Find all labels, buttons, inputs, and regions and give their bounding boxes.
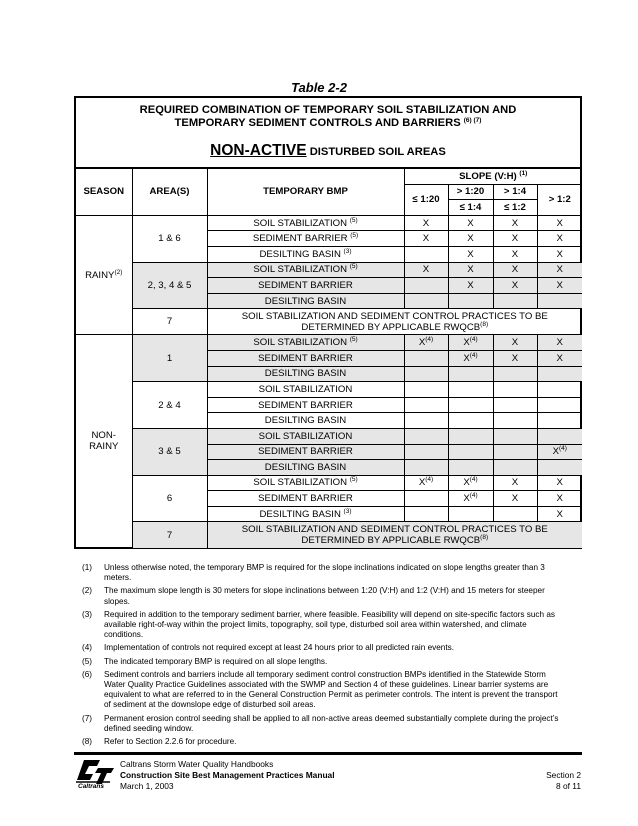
footnote: (4) Implementation of controls not required except at least 24 hours prior to all predicted rain events.	[82, 643, 454, 653]
slope-col-3b: ≤ 1:2	[493, 200, 537, 216]
table-cell	[404, 428, 448, 444]
table-cell: X	[493, 350, 537, 366]
table-cell	[537, 460, 582, 476]
table-cell	[493, 460, 537, 476]
bmp-cell: SOIL STABILIZATION $^{(5)}$	[207, 262, 404, 278]
table-cell	[448, 293, 493, 309]
bmp-table	[74, 96, 582, 549]
table-cell	[493, 444, 537, 460]
table-cell	[493, 293, 537, 309]
table-cell	[404, 382, 448, 398]
table-cell	[404, 293, 448, 309]
table-cell	[448, 413, 493, 429]
table-cell: $X^{(4)}$	[448, 491, 493, 507]
table-cell	[448, 506, 493, 522]
bmp-cell: DESILTING BASIN $^{(3)}$	[207, 506, 404, 522]
table-cell	[448, 460, 493, 476]
table-caption: Table 2-2	[291, 80, 347, 95]
table-cell	[448, 428, 493, 444]
bmp-cell: SEDIMENT BARRIER $^{(5)}$	[207, 231, 404, 247]
table-cell	[537, 413, 582, 429]
table-cell: X	[404, 215, 448, 231]
table-cell	[537, 382, 582, 398]
footnote: (3) Required in addition to the temporary sediment barrier, where feasible. Feasibility will depend on site-specific factors such as available right-of-way within the project limits, topography, soil type, disturbed soil area within watershed, and climate conditions.	[82, 609, 555, 640]
areas-header: AREA(S)	[132, 169, 207, 216]
table-cell	[493, 506, 537, 522]
logo-text: Caltrans	[78, 783, 105, 790]
section-label: Section 2	[546, 770, 581, 780]
table-cell: $X^{(4)}$	[448, 335, 493, 351]
table-cell: X	[537, 262, 582, 278]
table-cell: X	[537, 246, 582, 262]
footnote: (6) Sediment controls and barriers include all temporary sediment control construction BMPs identified in the Statewide Storm Water Quality Practice Guidelines associated with the SWMP and Section 4 of these guidelines. Linear barrier systems are equivalent to what are referred to in the General Construction Permit as perimeter controls. The intent is prevent the transport of sediment at the downslope edge of disturbed soil areas.	[82, 669, 558, 710]
table-cell	[493, 382, 537, 398]
table-cell: X	[493, 475, 537, 491]
table-title-line2: TEMPORARY SEDIMENT CONTROLS AND BARRIERS $^{(6) (7)}$	[174, 117, 482, 129]
table-cell: X	[493, 231, 537, 247]
slope-col-2a: > 1:20	[448, 184, 493, 200]
footnote: (7) Permanent erosion control seeding shall be applied to all non-active areas deemed substantially complete during the project’s defined seeding window.	[82, 713, 559, 733]
bmp-cell: SEDIMENT BARRIER	[207, 278, 404, 294]
bmp-header: TEMPORARY BMP	[207, 169, 404, 216]
table-cell	[448, 366, 493, 382]
footnotes	[82, 563, 562, 750]
table-cell	[404, 413, 448, 429]
bmp-cell: SEDIMENT BARRIER	[207, 350, 404, 366]
footer-left: Caltrans Storm Water Quality Handbooks Construction Site Best Management Practices Manual March 1, 2003	[120, 759, 335, 791]
page-number: 8 of 11	[556, 781, 581, 791]
table-cell: $X^{(4)}$	[537, 444, 582, 460]
table-cell: X	[493, 491, 537, 507]
area-cell: 1	[132, 335, 207, 382]
table-cell	[493, 397, 537, 413]
table-cell: X	[493, 262, 537, 278]
table-cell: X	[448, 231, 493, 247]
practice-note-cell: SOIL STABILIZATION AND SEDIMENT CONTROL PRACTICES TO BE DETERMINED BY APPLICABLE RWQCB$^{(8)}$	[207, 309, 582, 335]
table-cell: X	[537, 506, 582, 522]
table-row	[76, 382, 582, 398]
table-row	[76, 522, 582, 548]
table-title-line1: REQUIRED COMBINATION OF TEMPORARY SOIL STABILIZATION AND	[139, 104, 517, 116]
area-cell: 2 & 4	[132, 382, 207, 429]
table-row	[76, 475, 582, 491]
table-cell: X	[404, 231, 448, 247]
table-cell: X	[537, 475, 582, 491]
slope-col-4: > 1:2	[537, 184, 582, 215]
table-cell: $X^{(4)}$	[404, 335, 448, 351]
table-cell	[404, 366, 448, 382]
table-cell	[448, 382, 493, 398]
slope-col-1: ≤ 1:20	[404, 184, 448, 215]
table-cell	[404, 350, 448, 366]
bmp-cell: DESILTING BASIN $^{(3)}$	[207, 246, 404, 262]
season-header: SEASON	[76, 169, 132, 216]
bmp-cell: DESILTING BASIN	[207, 460, 404, 476]
table-cell: X	[537, 335, 582, 351]
table-cell: X	[448, 215, 493, 231]
bmp-cell: SOIL STABILIZATION $^{(5)}$	[207, 215, 404, 231]
table-cell	[537, 397, 582, 413]
footnote: (8) Refer to Section 2.2.6 for procedure.	[82, 737, 237, 747]
table-cell	[493, 366, 537, 382]
bmp-cell: SOIL STABILIZATION $^{(5)}$	[207, 475, 404, 491]
area-cell: 6	[132, 475, 207, 522]
bmp-cell: SOIL STABILIZATION $^{(5)}$	[207, 335, 404, 351]
table-cell: X	[448, 246, 493, 262]
table-cell: X	[537, 491, 582, 507]
bmp-cell: DESILTING BASIN	[207, 413, 404, 429]
bmp-cell: SEDIMENT BARRIER	[207, 397, 404, 413]
bmp-cell: DESILTING BASIN	[207, 293, 404, 309]
table-cell: X	[537, 231, 582, 247]
table-cell	[537, 293, 582, 309]
table-cell	[537, 428, 582, 444]
area-cell: 7	[132, 522, 207, 548]
table-cell	[404, 460, 448, 476]
table-cell: X	[448, 278, 493, 294]
practice-note-cell: SOIL STABILIZATION AND SEDIMENT CONTROL PRACTICES TO BE DETERMINED BY APPLICABLE RWQCB$^{(8)}$	[207, 522, 582, 548]
slope-header: SLOPE (V:H) $^{(1)}$	[404, 169, 582, 185]
footer-rule	[74, 752, 582, 755]
footnote: (5) The indicated temporary BMP is required on all slope lengths.	[82, 656, 328, 666]
header-row	[76, 169, 582, 185]
table-row	[76, 215, 582, 231]
table-cell: $X^{(4)}$	[404, 475, 448, 491]
table-cell	[404, 444, 448, 460]
table-cell: X	[448, 262, 493, 278]
table-cell	[493, 428, 537, 444]
table-cell	[404, 397, 448, 413]
table-cell: X	[537, 215, 582, 231]
bmp-cell: SEDIMENT BARRIER	[207, 444, 404, 460]
table-cell	[404, 246, 448, 262]
table-cell: X	[493, 215, 537, 231]
bmp-cell: SOIL STABILIZATION	[207, 428, 404, 444]
bmp-cell: SOIL STABILIZATION	[207, 382, 404, 398]
table-cell: X	[404, 262, 448, 278]
table-cell	[448, 444, 493, 460]
table-subtitle: NON-ACTIVE DISTURBED SOIL AREAS	[210, 142, 446, 159]
table-row	[76, 428, 582, 444]
table-cell	[493, 413, 537, 429]
table-cell: X	[537, 278, 582, 294]
table-cell: $X^{(4)}$	[448, 475, 493, 491]
bmp-cell: DESILTING BASIN	[207, 366, 404, 382]
bmp-grid	[76, 168, 582, 548]
table-row	[76, 262, 582, 278]
area-cell: 3 & 5	[132, 428, 207, 475]
table-row	[76, 335, 582, 351]
season-nonrainy: NON- RAINY	[76, 335, 132, 548]
table-cell: X	[493, 335, 537, 351]
slope-col-2b: ≤ 1:4	[448, 200, 493, 216]
bmp-cell: SEDIMENT BARRIER	[207, 491, 404, 507]
slope-col-3a: > 1:4	[493, 184, 537, 200]
table-cell: X	[493, 278, 537, 294]
table-cell: X	[493, 246, 537, 262]
table-cell	[404, 278, 448, 294]
table-cell	[404, 506, 448, 522]
footnote: (1) Unless otherwise noted, the temporary BMP is required for the slope inclinations indicated on slope lengths greater than 3 meters.	[82, 563, 545, 583]
area-cell: 7	[132, 309, 207, 335]
area-cell: 2, 3, 4 & 5	[132, 262, 207, 309]
table-cell: X	[537, 350, 582, 366]
table-cell	[537, 366, 582, 382]
footer-right	[546, 770, 581, 792]
table-cell	[448, 397, 493, 413]
area-cell: 1 & 6	[132, 215, 207, 262]
season-rainy: RAINY$^{(2)}$	[76, 215, 132, 335]
table-title-block	[76, 98, 580, 168]
table-row	[76, 309, 582, 335]
footnote: (2) The maximum slope length is 30 meters for slope inclinations between 1:20 (V:H) and 1:2 (V:H) and 15 meters for steeper slopes.	[82, 586, 545, 606]
table-cell	[404, 491, 448, 507]
table-cell: $X^{(4)}$	[448, 350, 493, 366]
